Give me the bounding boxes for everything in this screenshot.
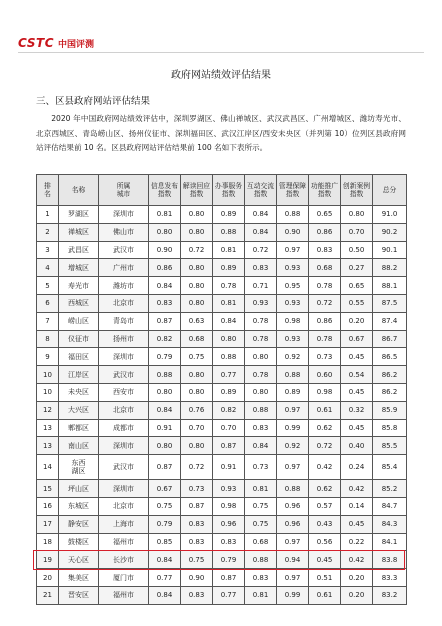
table-cell: 0.80 [181, 366, 213, 384]
table-cell: 0.83 [309, 241, 341, 259]
table-cell: 0.88 [245, 551, 277, 569]
table-cell: 0.75 [149, 497, 181, 515]
table-row [37, 241, 407, 259]
table-cell: 0.97 [277, 241, 309, 259]
table-cell: 0.88 [245, 401, 277, 419]
table-row [37, 277, 407, 295]
table-cell: 0.81 [149, 206, 181, 224]
page-header [18, 36, 424, 53]
table-cell: 0.83 [245, 419, 277, 437]
table-cell: 长沙市 [99, 551, 149, 569]
table-cell: 福州市 [99, 533, 149, 551]
table-cell: 9 [37, 348, 59, 366]
table-cell: 北京市 [99, 497, 149, 515]
table-cell: 0.83 [181, 533, 213, 551]
table-cell: 0.98 [309, 383, 341, 401]
table-cell: 0.61 [309, 401, 341, 419]
column-header: 解读回应指数 [181, 175, 213, 206]
table-cell: 坪山区 [59, 480, 99, 498]
table-cell: 0.73 [309, 348, 341, 366]
table-cell: 16 [37, 497, 59, 515]
table-cell: 0.81 [213, 294, 245, 312]
table-cell: 0.80 [245, 348, 277, 366]
table-cell: 0.88 [213, 348, 245, 366]
table-cell: 0.20 [341, 586, 373, 604]
table-row [37, 437, 407, 455]
table-cell: 0.75 [181, 551, 213, 569]
table-cell: 0.97 [277, 533, 309, 551]
table-cell: 0.86 [149, 259, 181, 277]
logo-mark: CSTC [18, 36, 55, 50]
table-cell: 10 [37, 366, 59, 384]
section-heading: 三、区县政府网站评估结果 [36, 96, 151, 107]
table-cell: 7 [37, 312, 59, 330]
table-cell: 广州市 [99, 259, 149, 277]
table-cell: 0.88 [149, 366, 181, 384]
table-cell: 12 [37, 401, 59, 419]
table-cell: 0.83 [149, 294, 181, 312]
table-cell: 0.84 [213, 312, 245, 330]
table-cell: 85.8 [373, 419, 407, 437]
table-cell: 0.80 [181, 223, 213, 241]
table-cell: 87.5 [373, 294, 407, 312]
table-cell: 0.67 [149, 480, 181, 498]
table-cell: 武汉市 [99, 455, 149, 480]
table-cell: 0.80 [213, 330, 245, 348]
table-cell: 0.98 [213, 497, 245, 515]
table-cell: 0.78 [309, 277, 341, 295]
table-cell: 83.8 [373, 551, 407, 569]
table-cell: 85.4 [373, 455, 407, 480]
table-cell: 0.83 [213, 533, 245, 551]
table-cell: 0.83 [181, 515, 213, 533]
table-cell: 0.94 [277, 551, 309, 569]
table-cell: 0.83 [245, 569, 277, 587]
table-cell: 0.80 [181, 259, 213, 277]
table-cell: 0.77 [213, 586, 245, 604]
table-cell: 0.87 [213, 437, 245, 455]
table-cell: 罗湖区 [59, 206, 99, 224]
table-cell: 0.90 [149, 241, 181, 259]
table-cell: 0.96 [277, 515, 309, 533]
table-row [37, 515, 407, 533]
table-cell: 0.81 [245, 480, 277, 498]
table-cell: 0.68 [245, 533, 277, 551]
table-cell: 85.9 [373, 401, 407, 419]
table-cell: 0.87 [149, 455, 181, 480]
table-cell: 84.3 [373, 515, 407, 533]
table-cell: 0.86 [309, 312, 341, 330]
table-row [37, 259, 407, 277]
table-cell: 0.45 [341, 515, 373, 533]
table-cell: 西安市 [99, 383, 149, 401]
table-cell: 0.22 [341, 533, 373, 551]
column-header: 办事服务指数 [213, 175, 245, 206]
table-cell: 0.99 [277, 586, 309, 604]
table-header-row [37, 175, 407, 206]
table-cell: 0.80 [181, 277, 213, 295]
table-cell: 0.42 [341, 551, 373, 569]
table-row [37, 206, 407, 224]
table-cell: 5 [37, 277, 59, 295]
intro-paragraph: 2020 年中国政府网站绩效评估中，深圳罗湖区、佛山禅城区、武汉武昌区、广州增城区、潍坊寿光市、北京西城区、青岛崂山区、扬州仪征市、深圳福田区、武汉江岸区/西安未央区（并列第 10）位列区县政府网站评估结果前 10 名。区县政府网站评估结果前 100 名如下表所示。 [36, 114, 406, 153]
table-cell: 0.62 [309, 480, 341, 498]
table-cell: 0.45 [341, 383, 373, 401]
table-row [37, 348, 407, 366]
table-cell: 0.68 [309, 259, 341, 277]
table-cell: 0.96 [213, 515, 245, 533]
table-row [37, 455, 407, 480]
table-cell: 0.51 [309, 569, 341, 587]
table-cell: 0.82 [149, 330, 181, 348]
table-cell: 南山区 [59, 437, 99, 455]
table-cell: 成都市 [99, 419, 149, 437]
table-cell: 0.57 [309, 497, 341, 515]
table-row [37, 223, 407, 241]
table-cell: 18 [37, 533, 59, 551]
table-cell: 86.5 [373, 348, 407, 366]
table-cell: 15 [37, 480, 59, 498]
table-cell: 86.2 [373, 366, 407, 384]
table-cell: 0.80 [149, 437, 181, 455]
table-cell: 静安区 [59, 515, 99, 533]
table-cell: 0.83 [245, 259, 277, 277]
table-cell: 0.87 [213, 569, 245, 587]
table-cell: 北京市 [99, 401, 149, 419]
table-cell: 天心区 [59, 551, 99, 569]
table-cell: 0.78 [213, 277, 245, 295]
table-cell: 深圳市 [99, 480, 149, 498]
table-cell: 0.83 [181, 586, 213, 604]
table-cell: 0.78 [245, 330, 277, 348]
table-cell: 0.88 [277, 366, 309, 384]
table-cell: 崂山区 [59, 312, 99, 330]
table-cell: 武昌区 [59, 241, 99, 259]
table-cell: 0.93 [245, 294, 277, 312]
table-cell: 0.92 [277, 437, 309, 455]
table-cell: 东城区 [59, 497, 99, 515]
table-row [37, 383, 407, 401]
table-cell: 0.72 [181, 455, 213, 480]
table-cell: 0.81 [213, 241, 245, 259]
table-cell: 0.75 [181, 348, 213, 366]
table-cell: 0.32 [341, 401, 373, 419]
table-cell: 20 [37, 569, 59, 587]
table-cell: 武汉市 [99, 241, 149, 259]
table-cell: 北京市 [99, 294, 149, 312]
table-cell: 扬州市 [99, 330, 149, 348]
table-cell: 0.71 [245, 277, 277, 295]
table-cell: 2 [37, 223, 59, 241]
column-header: 功能推广指数 [309, 175, 341, 206]
table-cell: 增城区 [59, 259, 99, 277]
table-row [37, 480, 407, 498]
table-cell: 福州市 [99, 586, 149, 604]
table-cell: 厦门市 [99, 569, 149, 587]
logo-text: 中国评测 [58, 39, 95, 50]
table-cell: 14 [37, 455, 59, 480]
table-cell: 0.72 [309, 294, 341, 312]
table-cell: 仪征市 [59, 330, 99, 348]
cstc-logo [18, 36, 94, 50]
table-cell: 0.72 [181, 241, 213, 259]
table-cell: 1 [37, 206, 59, 224]
table-cell: 0.45 [341, 419, 373, 437]
table-cell: 潍坊市 [99, 277, 149, 295]
table-cell: 深圳市 [99, 437, 149, 455]
table-cell: 郫都区 [59, 419, 99, 437]
column-header: 排名 [37, 175, 59, 206]
table-cell: 深圳市 [99, 206, 149, 224]
table-cell: 83.2 [373, 586, 407, 604]
table-cell: 0.62 [309, 419, 341, 437]
table-cell: 0.76 [181, 401, 213, 419]
table-cell: 0.95 [277, 277, 309, 295]
table-cell: 0.89 [213, 383, 245, 401]
table-cell: 0.84 [245, 437, 277, 455]
table-cell: 0.80 [149, 383, 181, 401]
table-cell: 0.68 [181, 330, 213, 348]
table-cell: 0.77 [213, 366, 245, 384]
column-header: 名称 [59, 175, 99, 206]
table-cell: 0.42 [309, 455, 341, 480]
table-row [37, 294, 407, 312]
table-cell: 0.89 [213, 206, 245, 224]
table-cell: 86.7 [373, 330, 407, 348]
table-cell: 0.79 [149, 515, 181, 533]
table-cell: 3 [37, 241, 59, 259]
table-cell: 0.43 [309, 515, 341, 533]
table-cell: 0.65 [341, 277, 373, 295]
table-cell: 85.2 [373, 480, 407, 498]
table-row [37, 551, 407, 569]
table-cell: 0.20 [341, 312, 373, 330]
table-cell: 晋安区 [59, 586, 99, 604]
table-cell: 0.84 [149, 277, 181, 295]
table-cell: 0.93 [213, 480, 245, 498]
table-cell: 0.24 [341, 455, 373, 480]
table-row [37, 419, 407, 437]
table-cell: 0.80 [149, 223, 181, 241]
table-cell: 0.88 [213, 223, 245, 241]
table-cell: 0.77 [149, 569, 181, 587]
table-cell: 0.91 [213, 455, 245, 480]
table-cell: 19 [37, 551, 59, 569]
table-cell: 0.85 [149, 533, 181, 551]
table-cell: 佛山市 [99, 223, 149, 241]
table-cell: 0.45 [341, 348, 373, 366]
table-cell: 0.98 [277, 312, 309, 330]
table-row [37, 401, 407, 419]
table-cell: 0.78 [245, 366, 277, 384]
table-cell: 西城区 [59, 294, 99, 312]
table-cell: 90.1 [373, 241, 407, 259]
table-cell: 寿光市 [59, 277, 99, 295]
table-cell: 84.7 [373, 497, 407, 515]
table-cell: 0.86 [309, 223, 341, 241]
table-cell: 0.27 [341, 259, 373, 277]
table-cell: 13 [37, 437, 59, 455]
table-cell: 深圳市 [99, 348, 149, 366]
table-cell: 0.84 [149, 586, 181, 604]
table-cell: 0.80 [181, 206, 213, 224]
table-cell: 0.93 [277, 294, 309, 312]
table-cell: 88.2 [373, 259, 407, 277]
table-cell: 0.72 [245, 241, 277, 259]
column-header: 管理保障指数 [277, 175, 309, 206]
table-cell: 0.50 [341, 241, 373, 259]
table-cell: 0.96 [277, 497, 309, 515]
table-cell: 85.5 [373, 437, 407, 455]
table-cell: 0.70 [181, 419, 213, 437]
table-cell: 0.42 [341, 480, 373, 498]
table-cell: 0.97 [277, 569, 309, 587]
table-cell: 0.78 [245, 312, 277, 330]
table-cell: 0.20 [341, 569, 373, 587]
table-body [37, 206, 407, 605]
table-cell: 0.79 [213, 551, 245, 569]
table-cell: 0.80 [341, 206, 373, 224]
table-cell: 0.73 [181, 480, 213, 498]
table-row [37, 312, 407, 330]
table-cell: 0.80 [181, 383, 213, 401]
table-cell: 0.80 [181, 437, 213, 455]
table-cell: 0.84 [245, 206, 277, 224]
table-cell: 0.81 [245, 586, 277, 604]
table-cell: 0.73 [245, 455, 277, 480]
table-row [37, 330, 407, 348]
table-cell: 0.97 [277, 455, 309, 480]
column-header: 创新案例指数 [341, 175, 373, 206]
table-cell: 0.45 [309, 551, 341, 569]
table-cell: 江岸区 [59, 366, 99, 384]
table-cell: 0.90 [181, 569, 213, 587]
table-cell: 0.14 [341, 497, 373, 515]
table-cell: 0.93 [277, 330, 309, 348]
table-cell: 0.82 [213, 401, 245, 419]
table-cell: 集美区 [59, 569, 99, 587]
table-cell: 上海市 [99, 515, 149, 533]
table-cell: 鼓楼区 [59, 533, 99, 551]
table-cell: 0.92 [277, 348, 309, 366]
table-cell: 0.99 [277, 419, 309, 437]
table-cell: 0.70 [213, 419, 245, 437]
table-cell: 0.84 [149, 551, 181, 569]
table-cell: 83.3 [373, 569, 407, 587]
table-cell: 福田区 [59, 348, 99, 366]
table-cell: 0.56 [309, 533, 341, 551]
table-cell: 87.4 [373, 312, 407, 330]
table-cell: 13 [37, 419, 59, 437]
table-cell: 0.67 [341, 330, 373, 348]
table-cell: 0.90 [277, 223, 309, 241]
table-cell: 0.79 [149, 348, 181, 366]
table-cell: 0.54 [341, 366, 373, 384]
table-cell: 0.80 [181, 294, 213, 312]
table-cell: 88.1 [373, 277, 407, 295]
table-cell: 0.65 [309, 206, 341, 224]
table-cell: 21 [37, 586, 59, 604]
table-cell: 0.88 [277, 480, 309, 498]
table-cell: 武汉市 [99, 366, 149, 384]
table-cell: 84.1 [373, 533, 407, 551]
table-cell: 0.87 [181, 497, 213, 515]
table-cell: 8 [37, 330, 59, 348]
table-cell: 0.75 [245, 497, 277, 515]
table-cell: 0.78 [309, 330, 341, 348]
table-cell: 0.91 [149, 419, 181, 437]
table-cell: 0.84 [149, 401, 181, 419]
table-cell: 17 [37, 515, 59, 533]
table-cell: 4 [37, 259, 59, 277]
table-cell: 0.80 [245, 383, 277, 401]
table-cell: 0.60 [309, 366, 341, 384]
table-cell: 禅城区 [59, 223, 99, 241]
column-header: 总分 [373, 175, 407, 206]
table-cell: 未央区 [59, 383, 99, 401]
table-row [37, 586, 407, 604]
column-header: 信息发布指数 [149, 175, 181, 206]
table-cell: 青岛市 [99, 312, 149, 330]
table-row [37, 533, 407, 551]
table-cell: 0.63 [181, 312, 213, 330]
table-cell: 6 [37, 294, 59, 312]
table-cell: 0.89 [213, 259, 245, 277]
table-cell: 0.87 [149, 312, 181, 330]
ranking-table [36, 174, 407, 605]
table-cell: 90.2 [373, 223, 407, 241]
table-cell: 0.89 [277, 383, 309, 401]
column-header: 互动交流指数 [245, 175, 277, 206]
table-cell: 0.40 [341, 437, 373, 455]
table-cell: 0.84 [245, 223, 277, 241]
column-header: 所属城市 [99, 175, 149, 206]
table-cell: 0.75 [245, 515, 277, 533]
table-cell: 0.97 [277, 401, 309, 419]
table-cell: 大兴区 [59, 401, 99, 419]
table-cell: 0.93 [277, 259, 309, 277]
table-cell: 86.2 [373, 383, 407, 401]
table-cell: 0.55 [341, 294, 373, 312]
table-row [37, 497, 407, 515]
page-title: 政府网站绩效评估结果 [171, 70, 271, 81]
table-row [37, 569, 407, 587]
table-cell: 10 [37, 383, 59, 401]
table-row [37, 366, 407, 384]
table-cell: 东西湖区 [59, 455, 99, 480]
table-cell: 0.88 [277, 206, 309, 224]
table-cell: 0.72 [309, 437, 341, 455]
table-cell: 0.61 [309, 586, 341, 604]
table-cell: 0.70 [341, 223, 373, 241]
table-cell: 91.0 [373, 206, 407, 224]
